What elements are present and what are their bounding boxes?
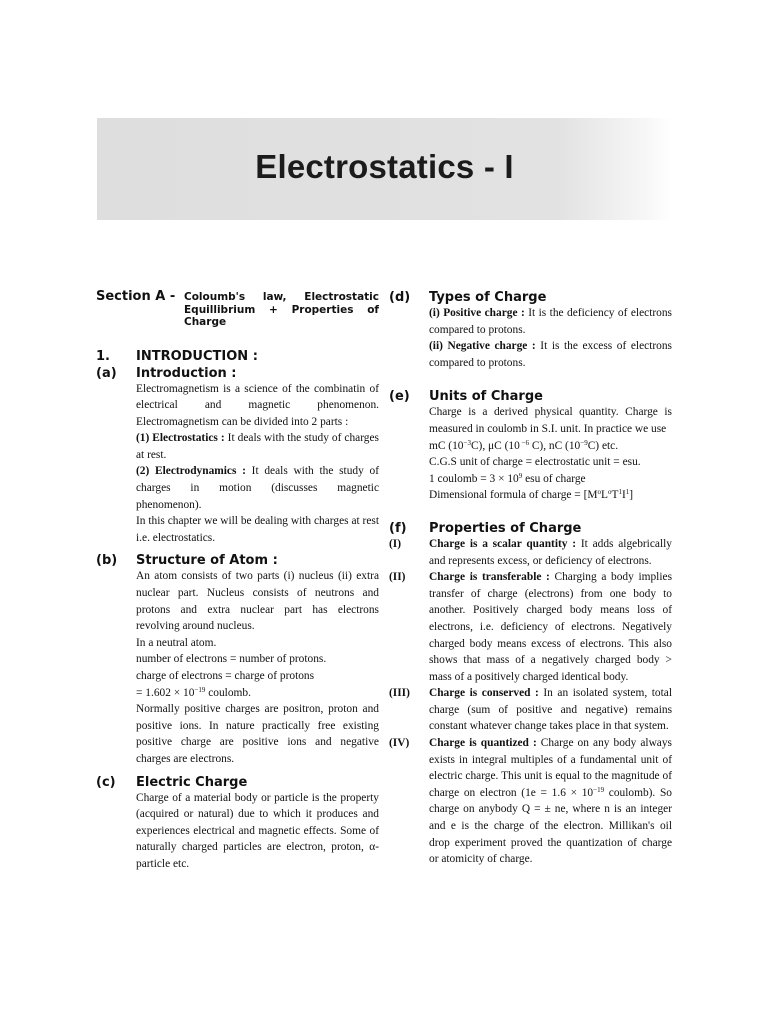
- heading-introduction: [96, 349, 379, 364]
- subheading-properties-of-charge: [389, 521, 672, 536]
- property-item: [389, 569, 672, 685]
- paragraph-text: esu of charge: [522, 472, 586, 485]
- exponent: −3: [463, 438, 471, 447]
- section-a-label: Section A -: [96, 289, 176, 304]
- paragraph-text: ]: [629, 489, 634, 502]
- bold-term: (2) Electrodynamics :: [136, 465, 246, 478]
- item-text: [429, 536, 672, 569]
- subheading-number: (e): [389, 389, 410, 405]
- paragraph-text: It deals with the study of charges in motion (discusses magnetic phenomenon).: [136, 465, 380, 511]
- paragraph: Charge of a material body or particle is the property (acquired or natural) due to which it produces and experiences electrical and magnetic effects. Some of naturally charged particles are electron, proton, α-particle etc.: [136, 791, 379, 870]
- subheading-title: Units of Charge: [429, 389, 543, 405]
- subheading-introduction: [96, 366, 379, 381]
- paragraph-text: C) etc.: [587, 439, 619, 452]
- bold-term: (1) Electrostatics :: [136, 432, 225, 445]
- right-column: [389, 290, 672, 868]
- exponent: −19: [194, 685, 206, 694]
- title-banner: [97, 118, 672, 220]
- subheading-title: Structure of Atom :: [136, 553, 278, 569]
- paragraph: C.G.S unit of charge = electrostatic unit = esu.: [429, 456, 641, 469]
- paragraph: An atom consists of two parts (i) nucleus (ii) extra nuclear part. Nucleus consists of neutrons and protons and extra nuclear part has electrons revolving around nucleus.: [136, 570, 379, 633]
- heading-number: 1.: [96, 348, 110, 364]
- electric-charge-body: [136, 790, 379, 873]
- bold-term: (i) Positive charge :: [429, 307, 525, 319]
- subheading-electric-charge: [96, 775, 379, 790]
- subheading-number: (d): [389, 290, 411, 305]
- bold-term: Charge is a scalar quantity :: [429, 537, 577, 550]
- property-item: [389, 685, 672, 735]
- bold-term: Charge is transferable :: [429, 571, 550, 584]
- exponent: o: [607, 488, 612, 497]
- subheading-number: (c): [96, 774, 116, 790]
- paragraph: In a neutral atom.: [136, 636, 217, 649]
- paragraph-text: Charge on any body always exists in integral multiples of a fundamental unit of electric charge. This unit is equal to the magnitude of charge on electron (1e = 1.6 × 10: [429, 737, 672, 799]
- paragraph-text: Dimensional formula of charge = [M: [429, 489, 598, 502]
- item-number: (IV): [389, 737, 410, 750]
- paragraph-text: It is the excess of electrons compared to protons.: [429, 340, 672, 369]
- paragraph-text: It is the deficiency of electrons compared to protons.: [429, 307, 672, 336]
- paragraph-text: I: [621, 489, 626, 502]
- paragraph-text: L: [601, 489, 608, 502]
- types-of-charge-body: [429, 305, 672, 371]
- paragraph-text: coulomb). So charge on anybody Q = ± ne, where n is an integer and e is the charge of the electron. Millikan's oil drop experiment proved the quantization of charge or atomicity of charge.: [429, 786, 673, 866]
- introduction-body: [136, 381, 379, 547]
- subheading-number: (a): [96, 365, 117, 381]
- exponent: 1: [618, 488, 622, 497]
- paragraph-text: = 1.602 × 10: [136, 686, 195, 699]
- subheading-units-of-charge: [389, 389, 672, 404]
- paragraph-text: It adds algebrically and represents excess, or deficiency of electrons.: [429, 537, 672, 567]
- paragraph-text: Charging a body implies transfer of charge (electrons) from one body to another. Positively charged body means loss of electrons, i.e. deficiency of electrons. Negatively charged body means excess of electrons. This also shows that mass of a negatively charged body > mass of a positively charged identical body.: [429, 571, 672, 683]
- paragraph: [136, 685, 379, 702]
- paragraph-text: In an isolated system, total charge (sum of positive and negative) remains constant whatever change takes place in that system.: [429, 687, 672, 733]
- exponent: −9: [580, 438, 588, 447]
- page-title: Electrostatics - I: [255, 148, 514, 185]
- item-number: (III): [389, 687, 410, 700]
- structure-of-atom-body: [136, 568, 379, 767]
- property-item: [389, 735, 672, 868]
- paragraph-text: T: [611, 489, 619, 502]
- paragraph-text: C), nC (10: [528, 439, 581, 452]
- paragraph: [136, 430, 379, 463]
- subheading-title: Types of Charge: [429, 290, 547, 305]
- units-of-charge-body: [429, 404, 672, 504]
- paragraph-text: 1 coulomb = 3 × 10: [429, 472, 519, 485]
- paragraph: Normally positive charges are positron, proton and positive ions. In nature practically free existing positive charge are positive ions and negative charges are electrons.: [136, 703, 379, 765]
- paragraph: Electromagnetism is a science of the combinatin of electrical and magnetic phenomenon. Electromagnetism can be divided into 2 parts :: [136, 382, 379, 428]
- subheading-number: (b): [96, 553, 118, 569]
- subheading-number: (f): [389, 520, 407, 536]
- item-text: [429, 685, 672, 735]
- exponent: 9: [518, 471, 523, 480]
- left-column: [96, 290, 379, 873]
- subheading-title: Properties of Charge: [429, 520, 582, 536]
- bold-term: Charge is conserved :: [429, 687, 539, 700]
- property-item: [389, 536, 672, 569]
- section-a-topics: Coloumb's law, Electrostatic Equillibrium + Properties of Charge: [184, 291, 379, 328]
- exponent: −6: [519, 438, 529, 447]
- item-number: (I): [389, 537, 402, 550]
- paragraph-text: C), μC (10: [470, 439, 520, 452]
- paragraph: [429, 471, 672, 488]
- exponent: 1: [625, 488, 630, 497]
- paragraph: number of electrons = number of protons.: [136, 653, 327, 666]
- paragraph: [429, 338, 672, 371]
- paragraph: In this chapter we will be dealing with charges at rest i.e. electrostatics.: [136, 515, 379, 544]
- paragraph: Charge is a derived physical quantity. Charge is measured in coulomb in S.I. unit. In practice we use: [429, 406, 672, 435]
- item-text: [429, 735, 672, 868]
- paragraph: charge of electrons = charge of protons: [136, 670, 315, 682]
- subheading-title: Electric Charge: [136, 774, 248, 790]
- paragraph-text: It deals with the study of charges at rest.: [136, 432, 379, 461]
- bold-term: Charge is quantized :: [429, 737, 537, 750]
- paragraph-text: mC (10: [429, 439, 464, 452]
- subheading-structure-of-atom: [96, 553, 379, 568]
- heading-title: INTRODUCTION :: [136, 348, 258, 364]
- section-a-heading: [96, 290, 379, 329]
- paragraph: [429, 438, 672, 455]
- exponent: −19: [593, 785, 605, 794]
- paragraph-text: coulomb.: [205, 686, 251, 699]
- bold-term: (ii) Negative charge :: [429, 340, 536, 353]
- item-number: (II): [389, 571, 406, 584]
- paragraph: [429, 305, 672, 338]
- subheading-title: Introduction :: [136, 365, 237, 381]
- paragraph: [136, 463, 379, 513]
- item-text: [429, 569, 672, 685]
- subheading-types-of-charge: [389, 290, 672, 305]
- paragraph: [429, 487, 672, 504]
- exponent: o: [597, 488, 601, 497]
